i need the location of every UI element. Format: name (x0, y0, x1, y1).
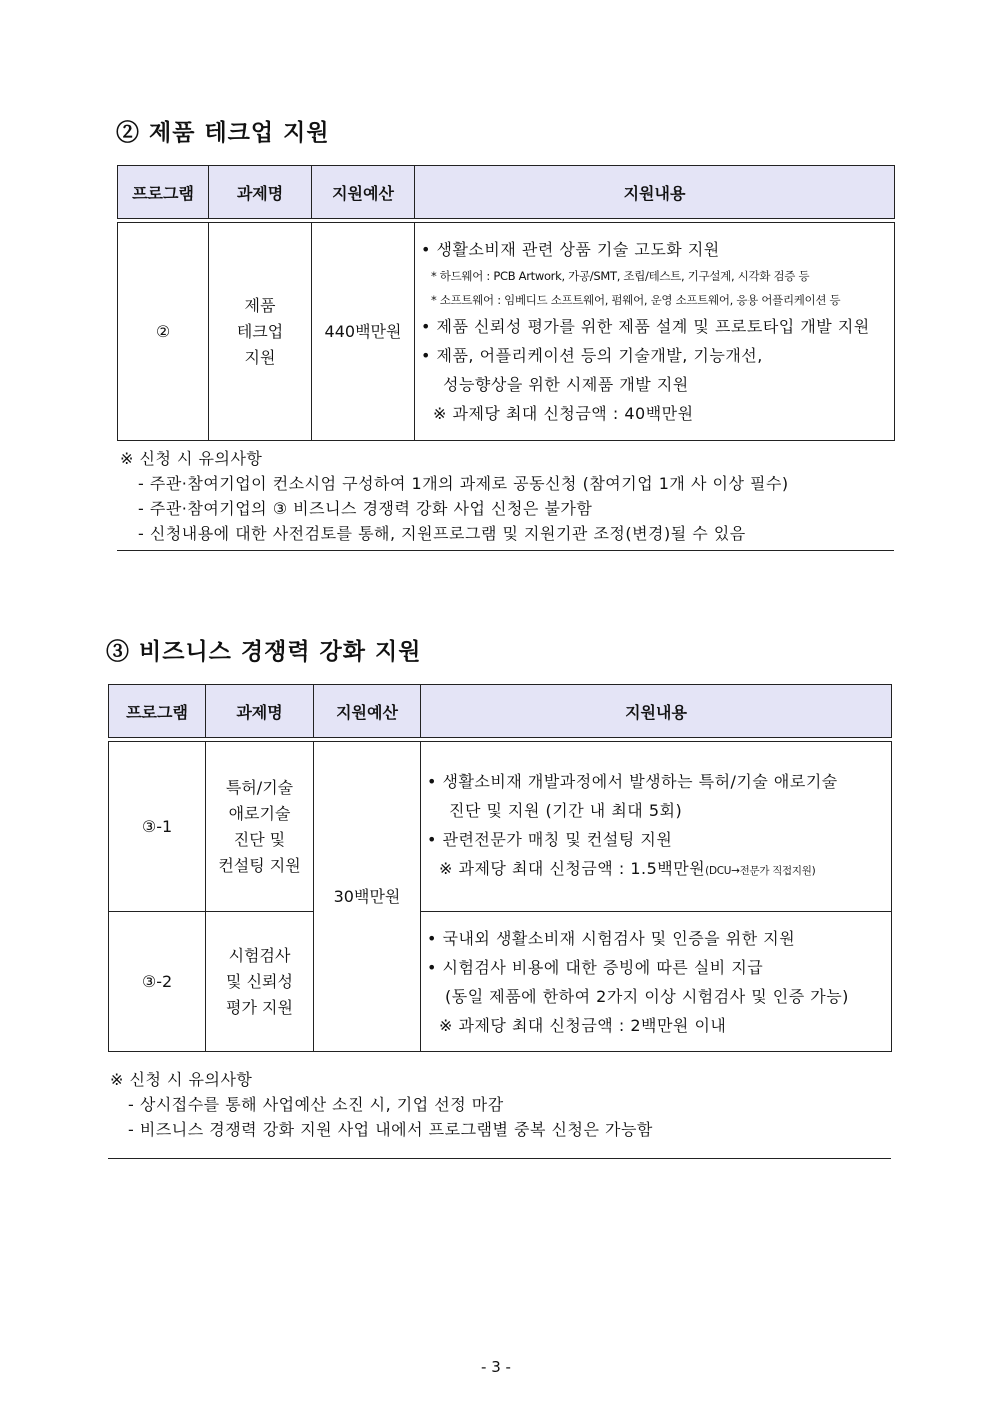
page-number: - 3 - (481, 1358, 511, 1376)
table-header-row (118, 166, 895, 219)
section-2-title: ② 제품 테크업 지원 (116, 119, 330, 146)
task-name-line: 평가 지원 (226, 997, 293, 1017)
header-program: 프로그램 (118, 166, 209, 219)
bullet-item: • 국내외 생활소비재 시험검사 및 인증을 위한 지원 (427, 928, 796, 948)
bullet-item: • 생활소비재 개발과정에서 발생하는 특허/기술 애로기술 (427, 772, 838, 791)
section-2-table (117, 165, 895, 441)
header-budget: 지원예산 (314, 685, 421, 738)
task-name-line: 특허/기술 (225, 777, 294, 797)
support-content-cell (421, 742, 892, 912)
header-name: 과제명 (206, 685, 314, 738)
budget-cell: 440백만원 (312, 223, 415, 441)
bullet-item: • 관련전문가 매칭 및 컨설팅 지원 (427, 830, 673, 849)
task-name-line: 컨설팅 지원 (218, 855, 301, 875)
max-amount-note: ※ 과제당 최대 신청금액 : 2백만원 이내 (439, 1015, 727, 1035)
task-name-cell (209, 223, 312, 441)
bullet-item: • 제품, 어플리케이션 등의 기술개발, 기능개선, (421, 346, 763, 365)
notes-heading: ※ 신청 시 유의사항 (110, 1070, 253, 1089)
divider (117, 550, 894, 551)
program-cell: ③-2 (109, 912, 206, 1052)
max-amount-text: ※ 과제당 최대 신청금액 : 1.5백만원 (439, 859, 706, 878)
max-amount-note (427, 854, 887, 886)
header-program: 프로그램 (109, 685, 206, 738)
program-cell: ③-1 (109, 742, 206, 912)
bullet-continuation: (동일 제품에 한하여 2가지 이상 시험검사 및 인증 가능) (445, 986, 849, 1006)
section-3-title: ③ 비즈니스 경쟁력 강화 지원 (106, 638, 422, 665)
note-item: - 비즈니스 경쟁력 강화 지원 사업 내에서 프로그램별 중복 신청은 가능함 (128, 1120, 653, 1139)
bullet-continuation: 성능향상을 위한 시제품 개발 지원 (443, 375, 689, 394)
note-item: - 주관·참여기업의 ③ 비즈니스 경쟁력 강화 사업 신청은 불가함 (138, 499, 593, 518)
support-content-cell (415, 223, 895, 441)
bullet-continuation: 진단 및 지원 (기간 내 최대 5회) (449, 801, 683, 820)
table-header-row (109, 685, 892, 738)
task-name-cell (206, 742, 314, 912)
bullet-item: • 제품 신뢰성 평가를 위한 제품 설계 및 프로토타입 개발 지원 (421, 317, 870, 336)
bullet-item: • 시험검사 비용에 대한 증빙에 따른 실비 지급 (427, 957, 764, 977)
note-item: - 신청내용에 대한 사전검토를 통해, 지원프로그램 및 지원기관 조정(변경)될 수 있음 (138, 524, 746, 543)
header-name: 과제명 (209, 166, 312, 219)
task-name-line: 제품 (244, 295, 276, 315)
table-row (109, 742, 892, 912)
task-name-line: 애로기술 (228, 803, 291, 823)
section-3-notes (110, 1067, 653, 1142)
task-name-line: 및 신뢰성 (226, 971, 293, 991)
program-cell: ② (118, 223, 209, 441)
task-name-cell (206, 912, 314, 1052)
task-name-line: 진단 및 (233, 829, 286, 849)
header-budget: 지원예산 (312, 166, 415, 219)
header-content: 지원내용 (415, 166, 895, 219)
max-amount-detail: (DCU→전문가 직접지원) (705, 865, 816, 877)
section-3-table (108, 684, 892, 1052)
divider (108, 1158, 891, 1159)
max-amount-note: ※ 과제당 최대 신청금액 : 40백만원 (433, 404, 694, 423)
section-2-notes (120, 446, 789, 546)
note-item: - 상시접수를 통해 사업예산 소진 시, 기업 선정 마감 (128, 1095, 504, 1114)
sub-note: * 소프트웨어 : 임베디드 소프트웨어, 펌웨어, 운영 소프트웨어, 응용 어플리케이션 등 (431, 293, 841, 307)
header-content: 지원내용 (421, 685, 892, 738)
table-row (109, 912, 892, 1052)
note-item: - 주관·참여기업이 컨소시엄 구성하여 1개의 과제로 공동신청 (참여기업 1개 사 이상 필수) (138, 474, 789, 493)
support-content-cell (421, 912, 892, 1052)
task-name-line: 시험검사 (228, 945, 291, 965)
budget-cell: 30백만원 (314, 742, 421, 1052)
sub-note: * 하드웨어 : PCB Artwork, 가공/SMT, 조립/테스트, 기구설계, 시각화 검증 등 (431, 269, 810, 283)
notes-heading: ※ 신청 시 유의사항 (120, 449, 263, 468)
task-name-line: 지원 (244, 347, 276, 367)
table-row (118, 223, 895, 441)
task-name-line: 테크업 (236, 321, 284, 341)
bullet-item: • 생활소비재 관련 상품 기술 고도화 지원 (421, 240, 720, 259)
